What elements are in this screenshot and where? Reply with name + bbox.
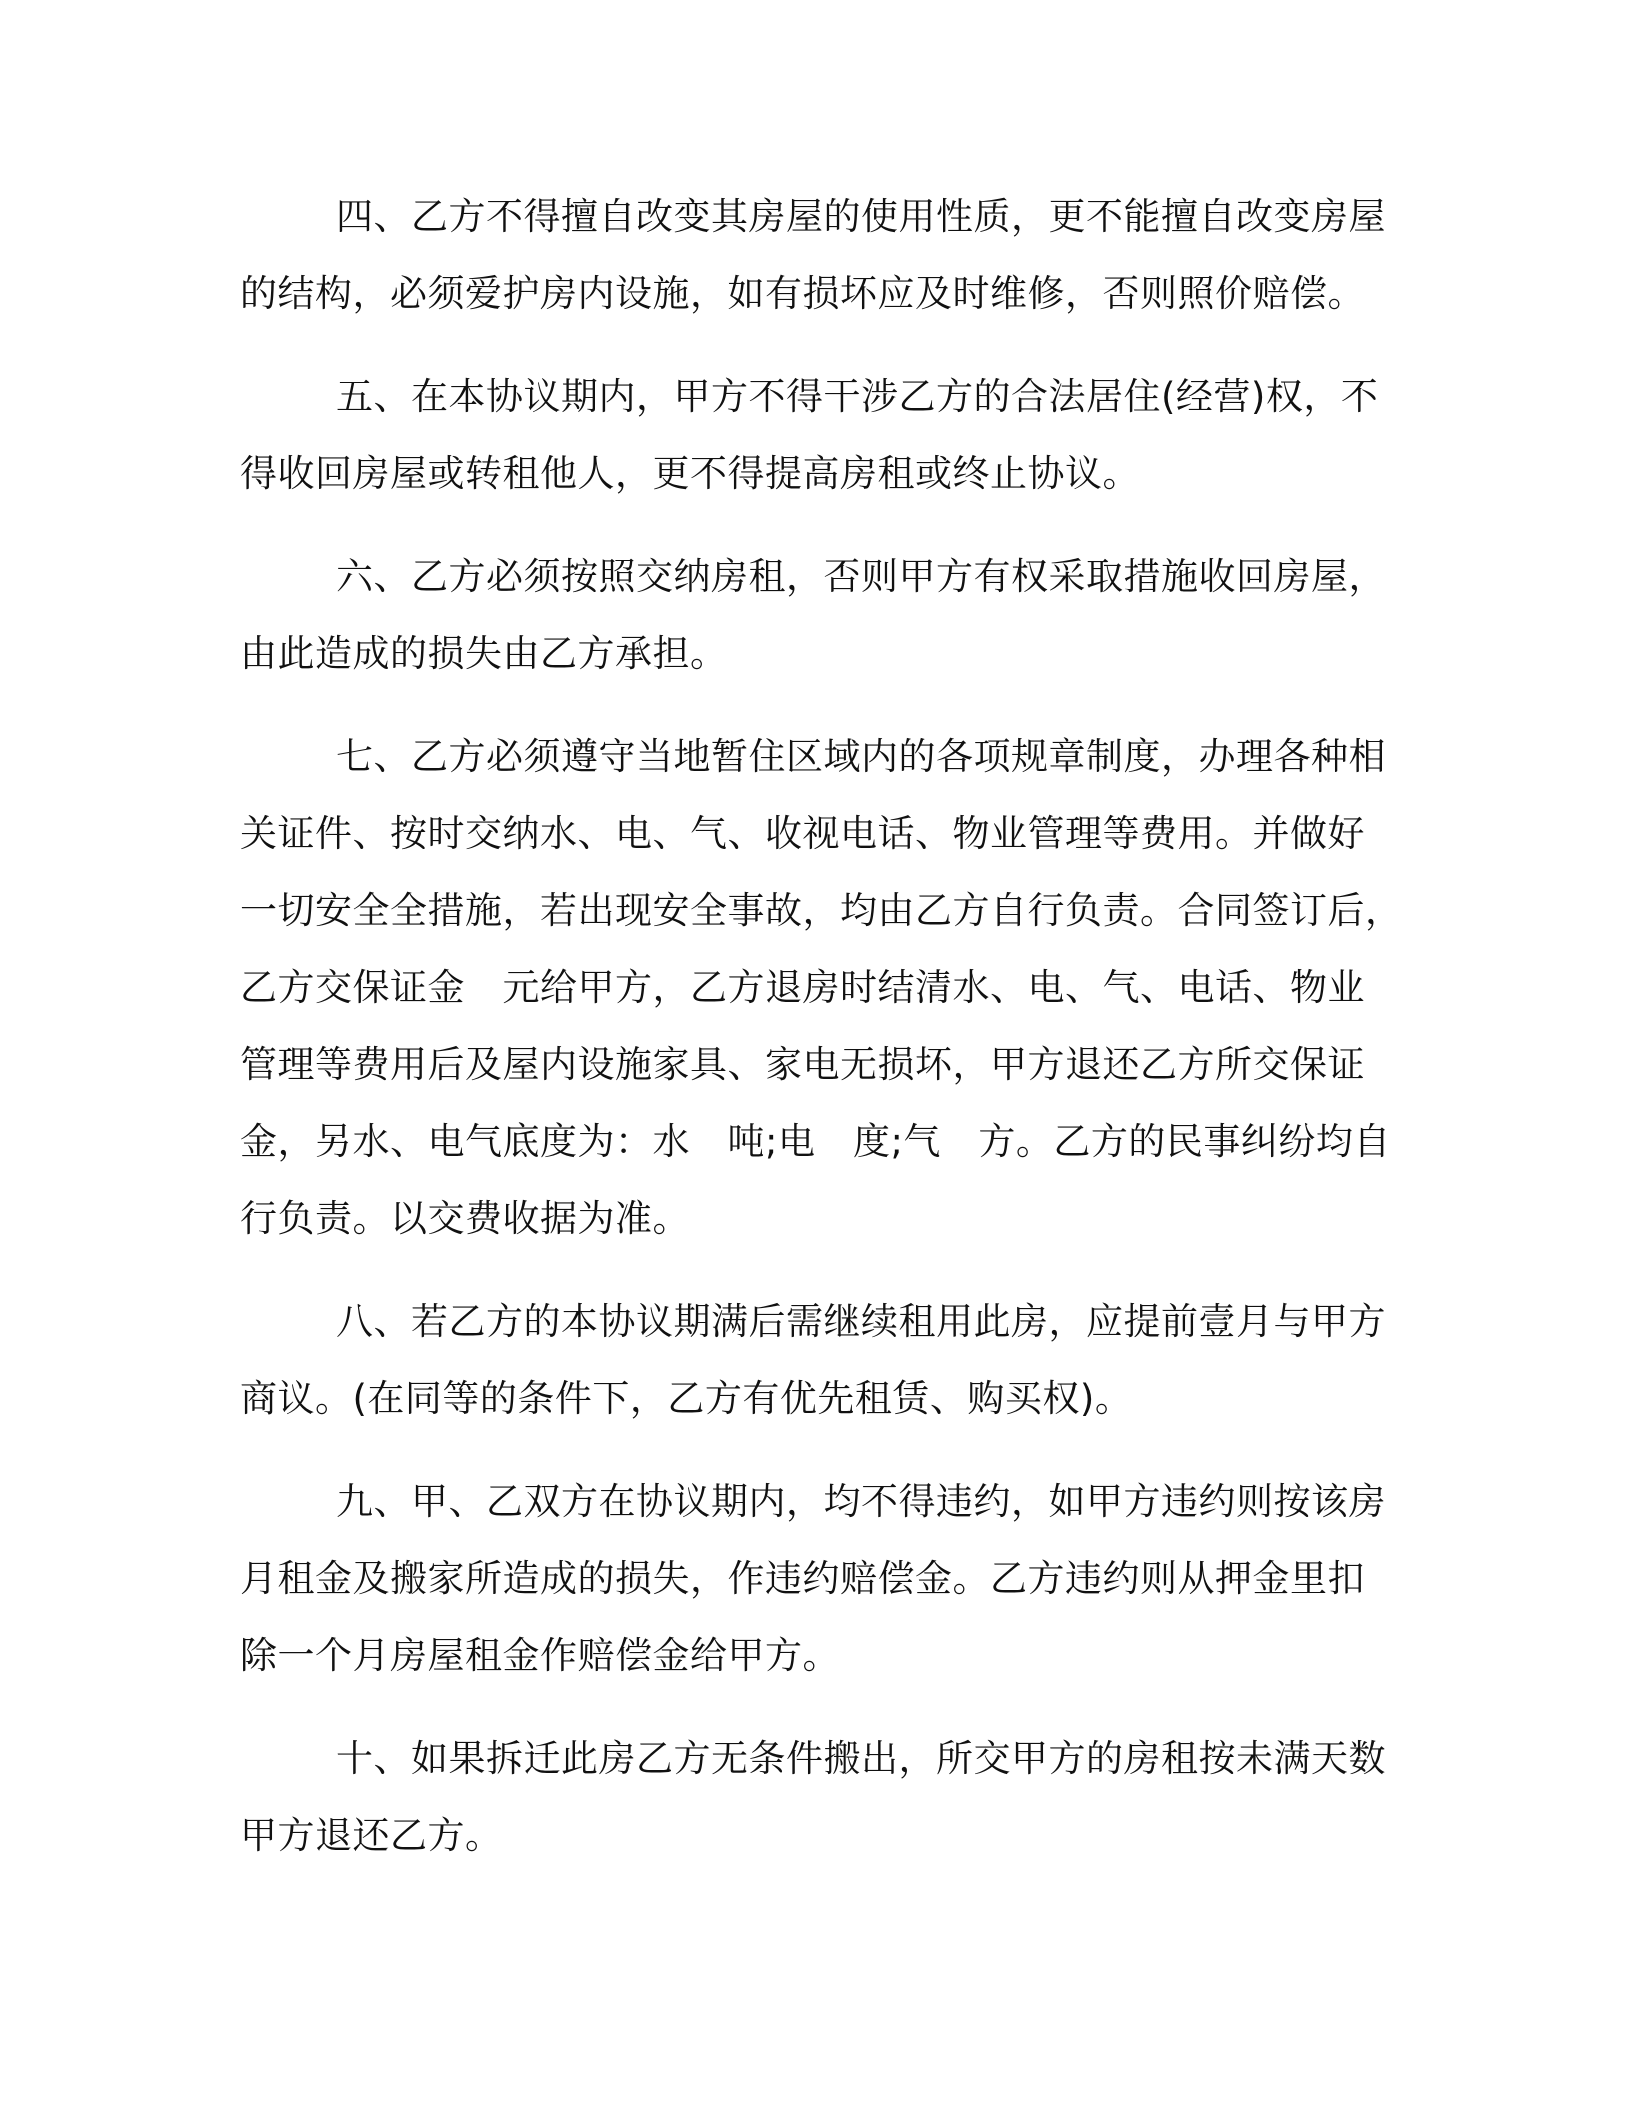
clause-line: 由此造成的损失由乙方承担。: [240, 632, 728, 675]
clause-line: 得收回房屋或转租他人，更不得提高房租或终止协议。: [240, 452, 1140, 495]
clause-line: 的结构，必须爱护房内设施，如有损坏应及时维修，否则照价赔偿。: [240, 272, 1365, 315]
clause-line: 除一个月房屋租金作赔偿金给甲方。: [240, 1634, 840, 1677]
clause-line: 金，另水、电气底度为：水 吨;电 度;气 方。乙方的民事纠纷均自: [240, 1120, 1391, 1163]
clause-line: 六、乙方必须按照交纳房租，否则甲方有权采取措施收回房屋，: [336, 555, 1386, 598]
clause-line: 乙方交保证金 元给甲方，乙方退房时结清水、电、气、电话、物业: [240, 966, 1365, 1009]
clause-line: 十、如果拆迁此房乙方无条件搬出，所交甲方的房租按未满天数: [336, 1737, 1386, 1780]
clause-line: 管理等费用后及屋内设施家具、家电无损坏，甲方退还乙方所交保证: [240, 1043, 1365, 1086]
clause-line: 八、若乙方的本协议期满后需继续租用此房，应提前壹月与甲方: [336, 1300, 1386, 1343]
clause-line: 五、在本协议期内，甲方不得干涉乙方的合法居住(经营)权，不: [336, 375, 1379, 418]
clause-line: 商议。(在同等的条件下，乙方有优先租赁、购买权)。: [240, 1377, 1133, 1420]
clause-8: [240, 1283, 1386, 1437]
clause-10: [240, 1720, 1386, 1874]
clause-line: 行负责。以交费收据为准。: [240, 1197, 690, 1240]
clause-line: 四、乙方不得擅自改变其房屋的使用性质，更不能擅自改变房屋: [336, 195, 1386, 238]
clause-line: 月租金及搬家所造成的损失，作违约赔偿金。乙方违约则从押金里扣: [240, 1557, 1365, 1600]
clause-line: 关证件、按时交纳水、电、气、收视电话、物业管理等费用。并做好: [240, 812, 1365, 855]
clause-line: 甲方退还乙方。: [240, 1814, 503, 1857]
clause-7: [240, 718, 1403, 1257]
clause-line: 一切安全全措施，若出现安全事故，均由乙方自行负责。合同签订后，: [240, 889, 1403, 932]
clause-6: [240, 538, 1386, 692]
clause-9: [240, 1463, 1386, 1694]
clause-4: [240, 178, 1386, 332]
clause-line: 九、甲、乙双方在协议期内，均不得违约，如甲方违约则按该房: [336, 1480, 1386, 1523]
clause-line: 七、乙方必须遵守当地暂住区域内的各项规章制度，办理各种相: [336, 735, 1386, 778]
clause-5: [240, 358, 1379, 512]
